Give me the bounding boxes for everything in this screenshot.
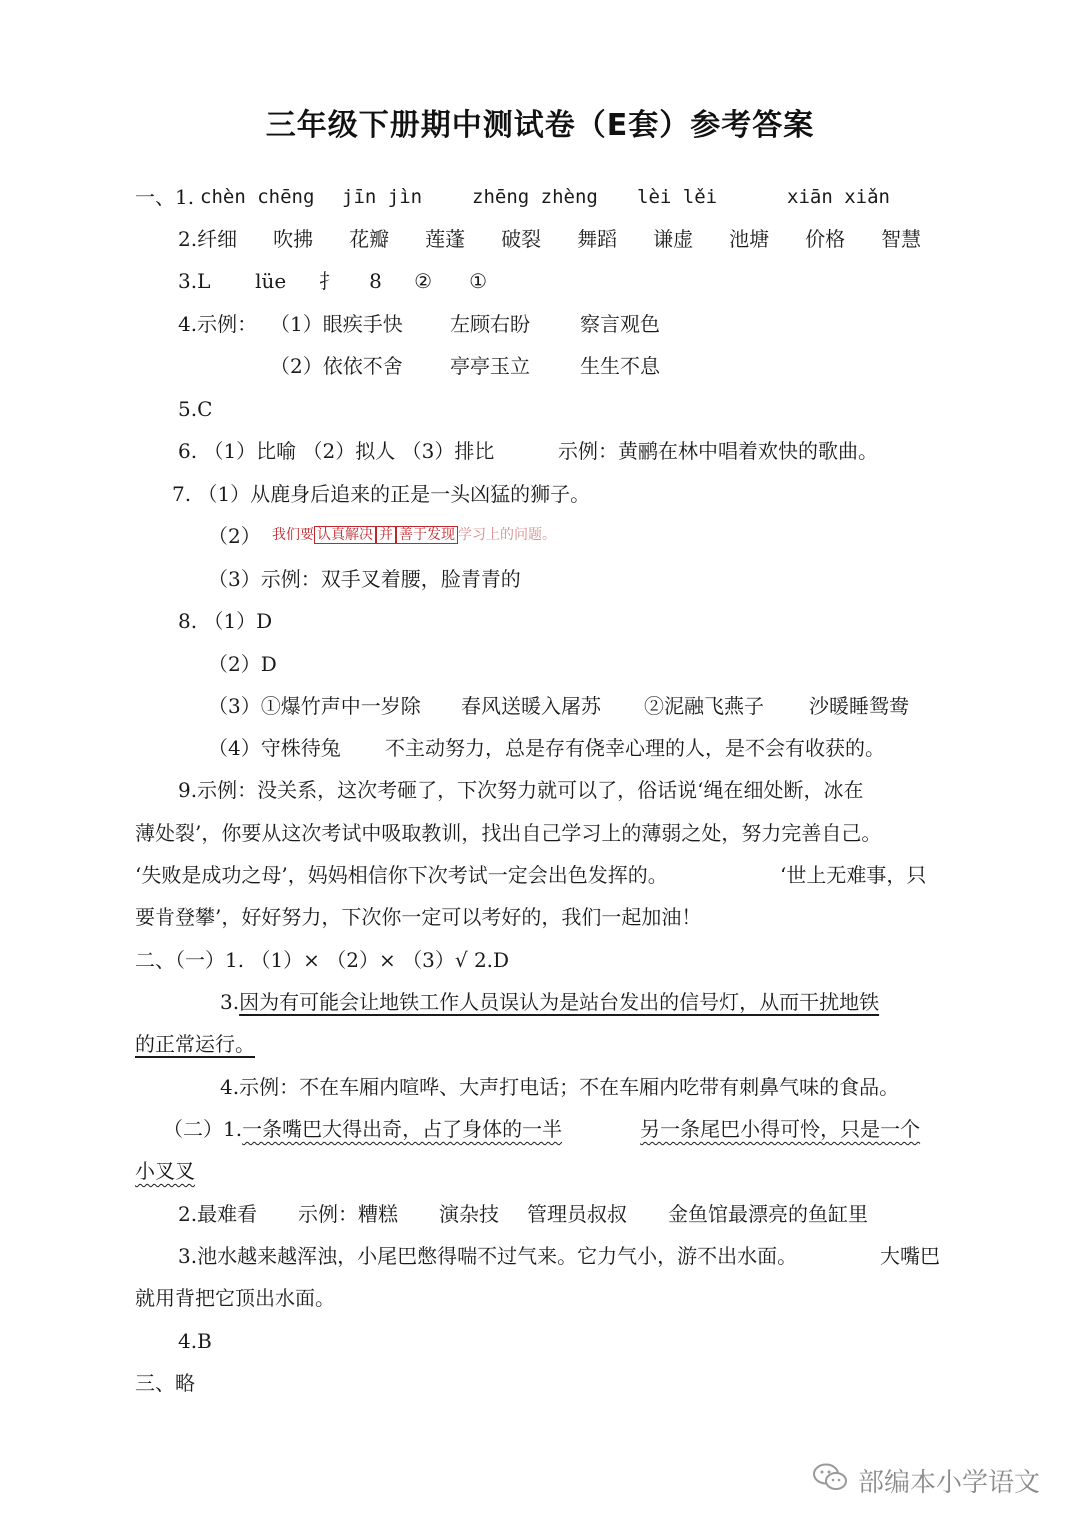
word-item: 舞蹈 — [577, 227, 618, 251]
word-item: 谦虚 — [653, 227, 694, 251]
word-item: 智慧 — [881, 227, 922, 251]
s2-part2-q4: 4.B — [178, 1329, 212, 1353]
q3-item: 8 — [369, 269, 382, 293]
q3-item: 扌 — [319, 269, 340, 293]
word-item: 吹拂 — [273, 227, 314, 251]
q9-line-3a: ‘失败是成功之母’，妈妈相信你下次考试一定会出色发挥的。 — [135, 863, 668, 887]
q4-row-2 — [270, 352, 660, 380]
s2-part2-q1-a: 一条嘴巴大得出奇，占了身体的一半 — [242, 1117, 563, 1141]
s2-part2-q1-cont — [135, 1157, 195, 1185]
q3-item: L — [197, 269, 211, 293]
pinyin-item: jīn jìn — [342, 186, 423, 208]
stamp-part: 并 — [376, 526, 396, 544]
q7-2 — [208, 522, 556, 553]
s2-part2-q3 — [178, 1242, 940, 1270]
q2-item: 示例：糟糕 — [298, 1202, 398, 1226]
s2-a3-line-2 — [135, 1030, 255, 1058]
s2-part2-q3-cont: 就用背把它顶出水面。 — [135, 1286, 335, 1310]
page-title: 三年级下册期中测试卷（E套）参考答案 — [265, 108, 815, 143]
q7-1: 7. （1）从鹿身后追来的正是一头凶猛的狮子。 — [172, 482, 591, 506]
q8-4-explain: 不主动努力，总是存有侥幸心理的人，是不会有收获的。 — [385, 736, 885, 760]
poem-line: 沙暖睡鸳鸯 — [809, 694, 909, 718]
s2-line-1: 二、（一）1. （1）× （2）× （3）√ 2.D — [135, 948, 510, 972]
q8-4-idiom: （4）守株待兔 — [208, 736, 341, 760]
q7-2-label: （2） — [208, 524, 261, 548]
idiom-item: （1）眼疾手快 — [270, 312, 403, 336]
q4-label: 4.示例： — [178, 312, 258, 336]
q8-3 — [208, 692, 909, 720]
word-item: 花瓣 — [349, 227, 390, 251]
word-item: 破裂 — [501, 227, 542, 251]
q3-item: ② — [414, 269, 433, 293]
s2-part2-q3-a: 3.池水越来越浑浊，小尾巴憋得喘不过气来。它力气小，游不出水面。 — [178, 1244, 798, 1268]
s2-a3-text: 因为有可能会让地铁工作人员误认为是站台发出的信号灯，从而干扰地铁 — [239, 990, 880, 1014]
q2-number: 2. — [178, 227, 198, 251]
poem-line: 春风送暖入屠苏 — [461, 694, 601, 718]
word-item: 莲蓬 — [425, 227, 466, 251]
s2-a3-line-1 — [220, 988, 879, 1016]
idiom-item: 察言观色 — [580, 312, 660, 336]
q4-row-1 — [270, 310, 660, 338]
q9-line-3b: ‘世上无难事，只 — [780, 863, 927, 887]
pinyin-item: zhēng zhèng — [472, 186, 598, 208]
q5-answer: 5.C — [178, 397, 213, 421]
q1-number: 1. — [175, 185, 195, 209]
q6-answer — [178, 437, 878, 465]
s2-a3-text-cont: 的正常运行。 — [135, 1032, 255, 1056]
word-item: 纤细 — [197, 227, 238, 251]
poem-line: （3）①爆竹声中一岁除 — [208, 694, 421, 718]
q9-line-2: 薄处裂’，你要从这次考试中吸取教训，找出自己学习上的薄弱之处，努力完善自己。 — [135, 821, 882, 845]
wechat-icon — [812, 1462, 848, 1499]
q2-item: 金鱼馆最漂亮的鱼缸里 — [668, 1202, 868, 1226]
s2-part2-q1 — [163, 1115, 920, 1143]
q7-3: （3）示例：双手叉着腰，脸青青的 — [208, 567, 521, 591]
s2-part2-q3-b: 大嘴巴 — [880, 1244, 940, 1268]
q9-line-3 — [135, 861, 926, 889]
q8-2: （2）D — [208, 652, 277, 676]
s2-part2-q1-c: 小叉叉 — [135, 1159, 195, 1183]
section-1-label: 一、 — [135, 185, 175, 209]
watermark — [812, 1460, 1040, 1500]
stamp-part: 我们要 — [272, 527, 314, 543]
q6-part-a: 6. （1）比喻 （2）拟人 （3）排比 — [178, 439, 495, 463]
q2-item: 2.最难看 — [178, 1202, 258, 1226]
watermark-text: 部编本小学语文 — [858, 1467, 1041, 1498]
q9-line-4: 要肯登攀’，好好努力，下次你一定可以考好的，我们一起加油！ — [135, 905, 702, 929]
pinyin-item: lèi lěi — [637, 186, 718, 208]
word-item: 池塘 — [729, 227, 770, 251]
stamp-part: 认真解决 — [314, 526, 376, 544]
q3-number: 3. — [178, 269, 198, 293]
pinyin-item: xiān xiǎn — [787, 186, 890, 208]
q1-line — [135, 183, 194, 211]
s2-a3-number: 3. — [220, 990, 240, 1014]
s2-part2-q2 — [178, 1200, 868, 1228]
s2-part2-label: （二）1. — [163, 1117, 243, 1141]
s2-a4: 4.示例：不在车厢内喧哗、大声打电话；不在车厢内吃带有刺鼻气味的食品。 — [220, 1075, 900, 1099]
section-3: 三、略 — [135, 1371, 195, 1395]
q2-line — [178, 225, 921, 253]
idiom-item: 亭亭玉立 — [450, 354, 530, 378]
q8-4 — [208, 734, 885, 762]
q3-line — [178, 267, 487, 295]
s2-part2-q1-b: 另一条尾巴小得可怜，只是一个 — [640, 1117, 921, 1141]
q1-pinyin — [200, 183, 890, 211]
q2-item: 演杂技 — [439, 1202, 499, 1226]
q9-line-1: 9.示例：没关系，这次考砸了，下次努力就可以了，俗话说‘绳在细处断，冰在 — [178, 778, 864, 802]
q8-1: 8. （1）D — [178, 609, 273, 633]
idiom-item: 左顾右盼 — [450, 312, 530, 336]
stamp-part: 善于发现 — [396, 526, 458, 544]
word-item: 价格 — [805, 227, 846, 251]
poem-line: ②泥融飞燕子 — [644, 694, 764, 718]
q6-part-b: 示例：黄鹂在林中唱着欢快的歌曲。 — [558, 439, 878, 463]
idiom-item: （2）依依不舍 — [270, 354, 403, 378]
answer-stamp-image — [272, 521, 556, 549]
q2-item: 管理员叔叔 — [527, 1202, 627, 1226]
pinyin-item: chèn chēng — [200, 186, 315, 208]
idiom-item: 生生不息 — [580, 354, 660, 378]
q3-item: ① — [469, 269, 488, 293]
q3-item: lüe — [255, 269, 287, 293]
stamp-part: 学习上的问题。 — [458, 527, 556, 543]
